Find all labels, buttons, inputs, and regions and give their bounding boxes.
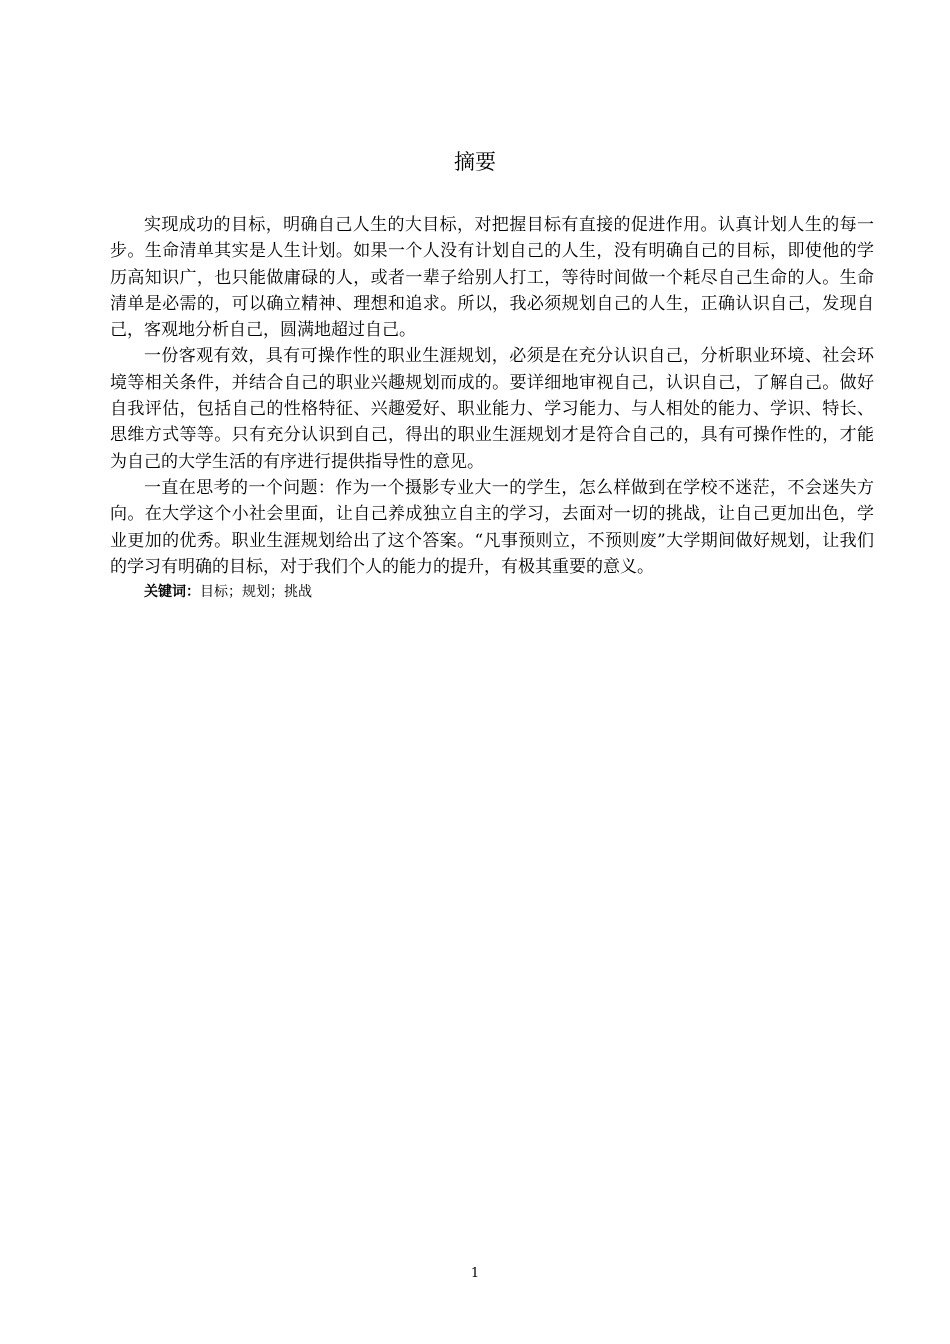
page-number: 1 (470, 1266, 480, 1281)
abstract-paragraph: 一份客观有效，具有可操作性的职业生涯规划，必须是在充分认识自己，分析职业环境、社会环境等相关条件，并结合自己的职业兴趣规划而成的。要详细地审视自己，认识自己，了解自己。做好自我评估，包括自己的性格特征、兴趣爱好、职业能力、学习能力、与人相处的能力、学识、特长、思维方式等等。只有充分认识到自己，得出的职业生涯规划才是符合自己的，具有可操作性的，才能为自己的大学生活的有序进行提供指导性的意见。 (110, 346, 874, 472)
keywords-line (110, 580, 874, 604)
abstract-paragraph: 实现成功的目标，明确自己人生的大目标，对把握目标有直接的促进作用。认真计划人生的每一步。生命清单其实是人生计划。如果一个人没有计划自己的人生，没有明确自己的目标，即使他的学历高知识广，也只能做庸碌的人，或者一辈子给别人打工，等待时间做一个耗尽自己生命的人。生命清单是必需的，可以确立精神、理想和追求。所以，我必须规划自己的人生，正确认识自己，发现自己，客观地分析自己，圆满地超过自己。 (110, 215, 874, 341)
page-title: 摘要 (454, 150, 496, 174)
keywords-value: 目标；规划；挑战 (200, 584, 312, 601)
abstract-paragraph: 一直在思考的一个问题：作为一个摄影专业大一的学生，怎么样做到在学校不迷茫，不会迷失方向。在大学这个小社会里面，让自己养成独立自主的学习，去面对一切的挑战，让自己更加出色，学业更加的优秀。职业生涯规划给出了这个答案。“凡事预则立，不预则废”大学期间做好规划，让我们的学习有明确的目标，对于我们个人的能力的提升，有极其重要的意义。 (110, 477, 874, 577)
abstract-body (110, 212, 874, 604)
keywords-label: 关键词： (144, 584, 200, 601)
